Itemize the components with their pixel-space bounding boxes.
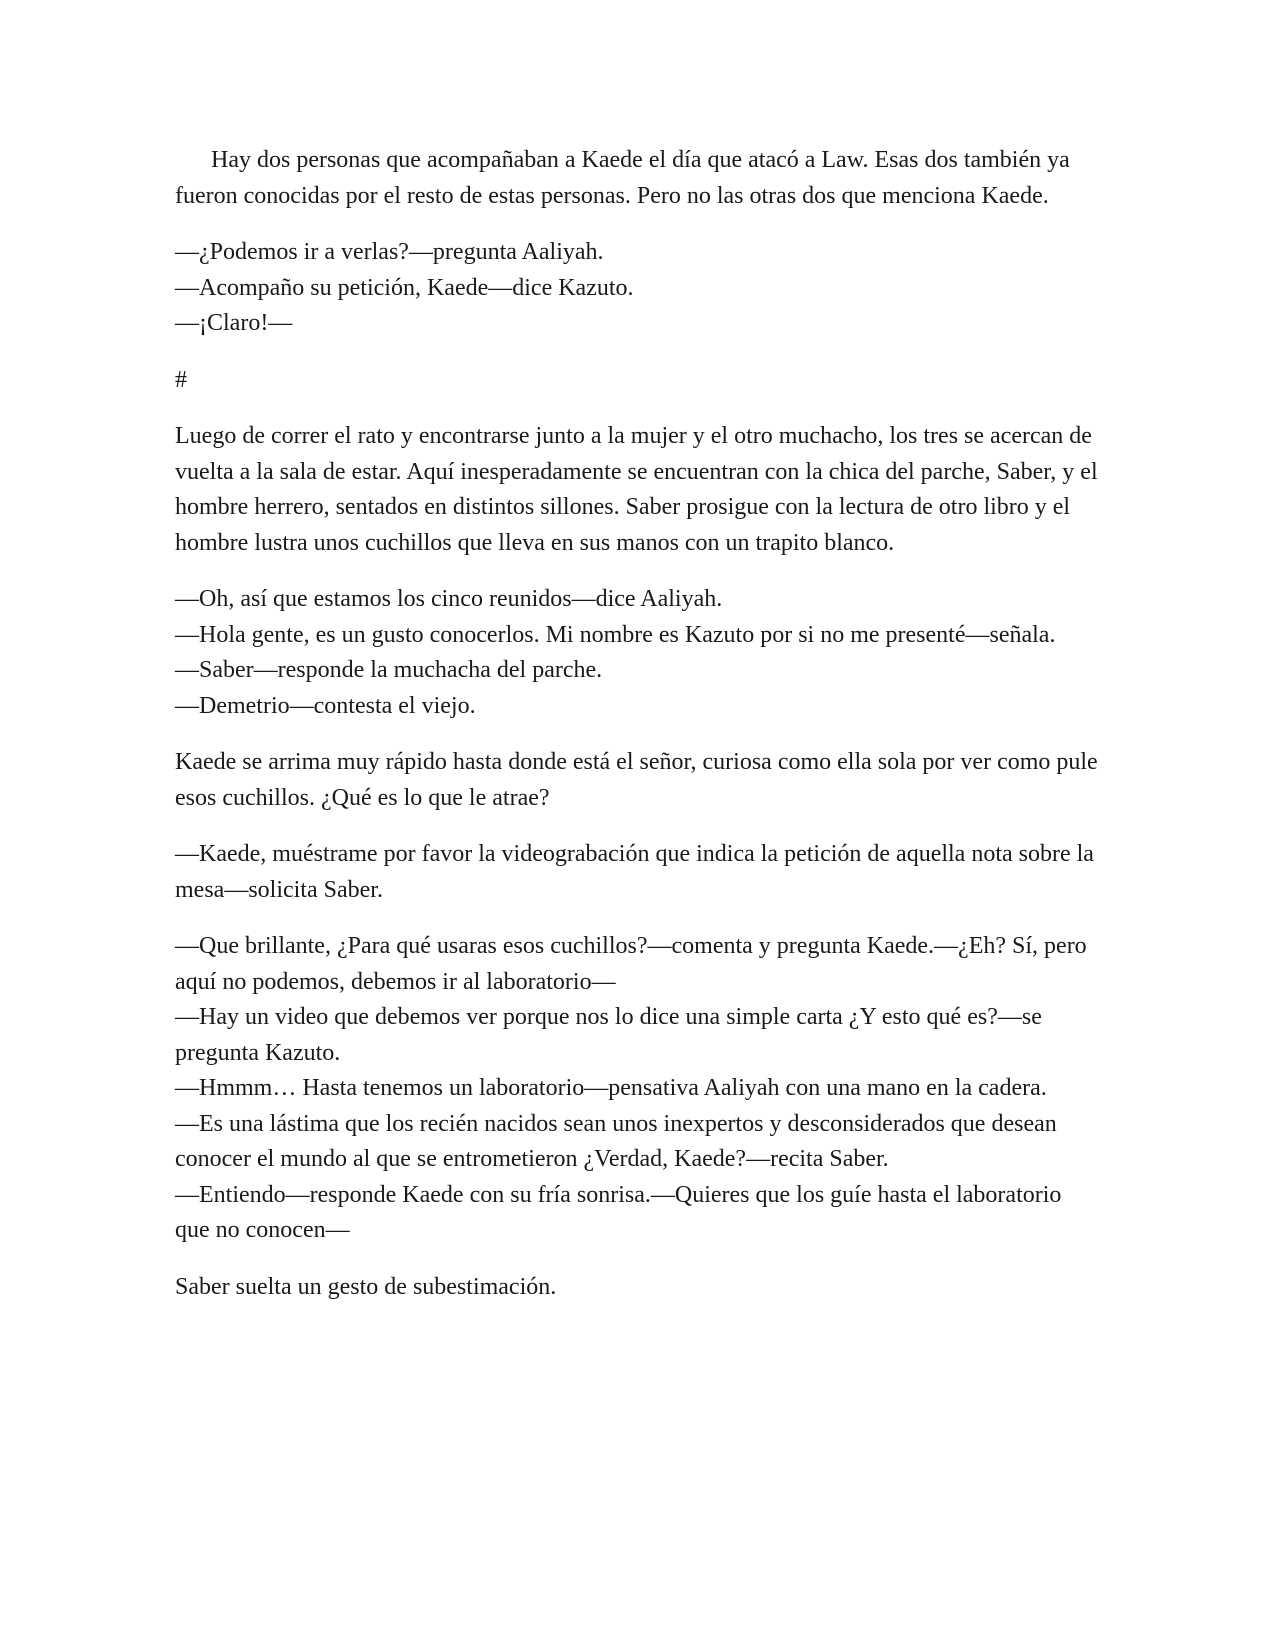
paragraph-6: Kaede se arrima muy rápido hasta donde está el señor, curiosa como ella sola por ver como pule esos cuchillos. ¿Qué es lo que le atrae? xyxy=(175,749,1098,811)
scene-break: # xyxy=(175,366,187,393)
paragraph-1: Hay dos personas que acompañaban a Kaede el día que atacó a Law. Esas dos también ya fueron conocidas por el resto de estas personas. Pero no las otras dos que menciona Kaede. xyxy=(175,147,1070,209)
paragraph-4: Luego de correr el rato y encontrarse junto a la mujer y el otro muchacho, los tres se acercan de vuelta a la sala de estar. Aquí inesperadamente se encuentran con la chica del parche, Saber, y el hombre herrero, sentados en distintos sillones. Saber prosigue con la lectura de otro libro y el hombre lustra unos cuchillos que lleva en sus manos con un trapito blanco. xyxy=(175,423,1098,556)
paragraph-9: Saber suelta un gesto de subestimación. xyxy=(175,1273,557,1300)
paragraph-8: —Que brillante, ¿Para qué usaras esos cuchillos?—comenta y pregunta Kaede.—¿Eh? Sí, pero aquí no podemos, debemos ir al laboratorio— —Hay un video que debemos ver porque nos lo dice una simple carta ¿Y esto qué es?—se pregunta Kazuto. —Hmmm… Hasta tenemos un laboratorio—pensativa Aaliyah con una mano en la cadera. —Es una lástima que los recién nacidos sean unos inexpertos y desconsiderados que desean conocer el mundo al que se entrometieron ¿Verdad, Kaede?—recita Saber. —Entiendo—responde Kaede con su fría sonrisa.—Quieres que los guíe hasta el laboratorio que no conocen— xyxy=(175,933,1087,1243)
body-text xyxy=(175,143,1100,1326)
paragraph-7: —Kaede, muéstrame por favor la videograbación que indica la petición de aquella nota sobre la mesa—solicita Saber. xyxy=(175,841,1094,903)
paragraph-5: —Oh, así que estamos los cinco reunidos—dice Aaliyah. —Hola gente, es un gusto conocerlos. Mi nombre es Kazuto por si no me presenté—señala. —Saber—responde la muchacha del parche. —Demetrio—contesta el viejo. xyxy=(175,586,1056,719)
paragraph-2: —¿Podemos ir a verlas?—pregunta Aaliyah. —Acompaño su petición, Kaede—dice Kazuto. —¡Claro!— xyxy=(175,239,634,336)
